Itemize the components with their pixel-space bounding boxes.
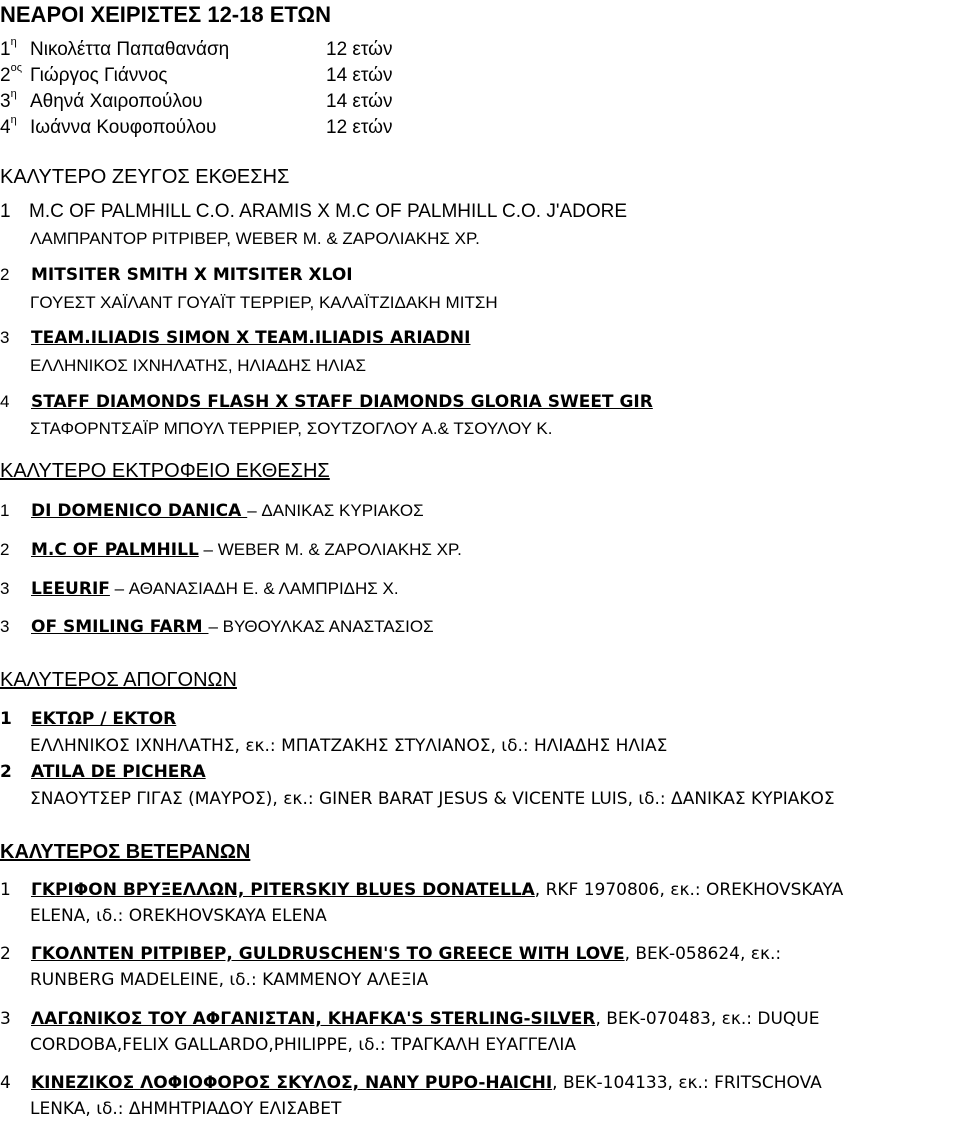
veteran-entry xyxy=(0,944,781,964)
dash: – xyxy=(208,617,223,636)
place-number: 3 xyxy=(0,1009,11,1029)
place-number: 3 xyxy=(0,328,10,347)
place-number: 1 xyxy=(0,201,11,222)
place-number: 3 xyxy=(0,617,10,636)
progeny-entry xyxy=(0,709,176,729)
handler-name: Ιωάννα Κουφοπούλου xyxy=(30,117,217,138)
kennel-name: DI DOMENICO DANICA xyxy=(31,501,248,521)
dog-details-continued: ELENA, ιδ.: OREKHOVSKAYA ELENA xyxy=(30,906,327,926)
pair-dogs: STAFF DIAMONDS FLASH X STAFF DIAMONDS GLORIA SWEET GIR xyxy=(31,392,653,412)
pair-info: ΕΛΛΗΝΙΚΟΣ ΙΧΝΗΛΑΤΗΣ, ΗΛΙΑΔΗΣ ΗΛΙΑΣ xyxy=(30,356,367,375)
progeny-entry xyxy=(0,762,206,782)
dog-name: ΛΑΓΩΝΙΚΟΣ ΤΟΥ ΑΦΓΑΝΙΣΤΑΝ, KHAFKA'S STERLING-SILVER xyxy=(31,1009,596,1029)
kennel-name: LEEURIF xyxy=(31,579,110,599)
place-number: 4 xyxy=(0,392,10,411)
kennel-entry xyxy=(0,579,399,599)
junior-handler-row xyxy=(0,88,420,113)
place-number: 2 xyxy=(0,265,10,284)
pair-info: ΛΑΜΠΡΑΝΤΟΡ ΡΙΤΡΙΒΕΡ, WEBER M. & ΖΑΡΟΛΙΑΚΗΣ ΧΡ. xyxy=(30,229,480,248)
dog-details: , ΒΕΚ-070483, εκ.: DUQUE xyxy=(595,1009,820,1029)
pair-info: ΣΤΑΦΟΡΝΤΣΑΪΡ ΜΠΟΥΛ ΤΕΡΡΙΕΡ, ΣΟΥΤΖΟΓΛΟΥ Α.& ΤΣΟΥΛΟΥ Κ. xyxy=(30,419,553,438)
kennel-owner: ΒΥΘΟΥΛΚΑΣ ΑΝΑΣΤΑΣΙΟΣ xyxy=(222,617,434,636)
junior-handler-row xyxy=(0,36,420,61)
place-number: 2 xyxy=(0,944,11,964)
handler-name: Γιώργος Γιάννος xyxy=(30,65,168,86)
progeny-info: ΕΛΛΗΝΙΚΟΣ ΙΧΝΗΛΑΤΗΣ, εκ.: ΜΠΑΤΖΑΚΗΣ ΣΤΥΛΙΑΝΟΣ, ιδ.: ΗΛΙΑΔΗΣ ΗΛΙΑΣ xyxy=(30,736,668,756)
pair-entry xyxy=(0,265,353,285)
veteran-entry xyxy=(0,880,843,900)
handler-name: Νικολέττα Παπαθανάση xyxy=(30,39,230,60)
handler-age: 14 ετών xyxy=(326,91,393,112)
place-number: 3 xyxy=(0,91,11,112)
place-number: 4 xyxy=(0,1073,11,1093)
place-suffix: η xyxy=(10,36,17,48)
best-kennel-heading: ΚΑΛΥΤΕΡΟ ΕΚΤΡΟΦΕΙΟ ΕΚΘΕΣΗΣ xyxy=(0,460,330,482)
place-suffix: ος xyxy=(10,62,22,74)
dog-name: ΓΚΡΙΦΟΝ ΒΡΥΞΕΛΛΩΝ, PITERSKIY BLUES DONATELLA xyxy=(31,880,535,900)
dog-name: ΕΚΤΩΡ / EKTOR xyxy=(31,709,177,729)
handler-age: 12 ετών xyxy=(326,39,393,60)
dog-details-continued: LENKA, ιδ.: ΔΗΜΗΤΡΙΑΔΟΥ ΕΛΙΣΑΒΕΤ xyxy=(30,1099,342,1119)
kennel-entry xyxy=(0,501,424,521)
place-number: 2 xyxy=(0,762,12,782)
pair-dogs: M.C OF PALMHILL C.O. ARAMIS X M.C OF PALMHILL C.O. J'ADORE xyxy=(29,201,628,222)
handler-name: Αθηνά Χαιροπούλου xyxy=(30,91,203,112)
kennel-entry xyxy=(0,540,462,560)
progeny-info: ΣΝΑΟΥΤΣΕΡ ΓΙΓΑΣ (ΜΑΥΡΟΣ), εκ.: GINER BARAT JESUS & VICENTE LUIS, ιδ.: ΔΑΝΙΚΑΣ ΚΥΡΙΑΚΟΣ xyxy=(30,789,835,809)
dog-name: ΓΚΟΛΝΤΕΝ ΡΙΤΡΙΒΕΡ, GULDRUSCHEN'S TO GREECE WITH LOVE xyxy=(31,944,625,964)
best-pair-heading: ΚΑΛΥΤΕΡΟ ΖΕΥΓΟΣ ΕΚΘΕΣΗΣ xyxy=(0,166,290,188)
pair-dogs: TEAM.ILIADIS SIMON X TEAM.ILIADIS ARIADNI xyxy=(31,328,471,348)
kennel-name: OF SMILING FARM xyxy=(31,617,209,637)
place-number: 1 xyxy=(0,880,11,900)
dog-name: ΚΙΝΕΖΙΚΟΣ ΛΟΦΙΟΦΟΡΟΣ ΣΚΥΛΟΣ, NANY PUPO-HAICHI xyxy=(31,1073,553,1093)
dash: – xyxy=(247,501,262,520)
kennel-entry xyxy=(0,617,434,637)
best-veteran-heading: ΚΑΛΥΤΕΡΟΣ ΒΕΤΕΡΑΝΩΝ xyxy=(0,841,251,863)
kennel-name: M.C OF PALMHILL xyxy=(31,540,199,560)
dash: – xyxy=(109,579,129,598)
dash: – xyxy=(198,540,218,559)
kennel-owner: ΑΘΑΝΑΣΙΑΔΗ Ε. & ΛΑΜΠΡΙΔΗΣ Χ. xyxy=(128,579,399,598)
junior-handler-row xyxy=(0,114,420,139)
place-number: 2 xyxy=(0,65,11,86)
place-number: 1 xyxy=(0,39,11,60)
place-suffix: η xyxy=(10,114,17,126)
veteran-entry xyxy=(0,1009,819,1029)
dog-details-continued: CORDOBA,FELIX GALLARDO,PHILIPPE, ιδ.: ΤΡΑΓΚΑΛΗ ΕΥΑΓΓΕΛΙΑ xyxy=(30,1035,577,1055)
junior-handler-row xyxy=(0,62,420,87)
place-number: 2 xyxy=(0,540,10,559)
pair-entry xyxy=(0,201,627,223)
veteran-entry xyxy=(0,1073,822,1093)
dog-details: , RKF 1970806, εκ.: OREKHOVSKAYA xyxy=(534,880,844,900)
place-suffix: η xyxy=(10,88,17,100)
dog-details: , ΒΕΚ-104133, εκ.: FRITSCHOVA xyxy=(552,1073,822,1093)
place-number: 4 xyxy=(0,117,11,138)
junior-handlers-heading: ΝΕΑΡΟΙ ΧΕΙΡΙΣΤΕΣ 12-18 ΕΤΩΝ xyxy=(0,2,331,27)
place-number: 1 xyxy=(0,501,10,520)
place-number: 3 xyxy=(0,579,10,598)
best-progeny-heading: ΚΑΛΥΤΕΡΟΣ ΑΠΟΓΟΝΩΝ xyxy=(0,669,237,691)
pair-entry xyxy=(0,392,653,412)
place-number: 1 xyxy=(0,709,12,729)
handler-age: 12 ετών xyxy=(326,117,393,138)
handler-age: 14 ετών xyxy=(326,65,393,86)
dog-details: , ΒΕΚ-058624, εκ.: xyxy=(624,944,782,964)
kennel-owner: ΔΑΝΙΚΑΣ ΚΥΡΙΑΚΟΣ xyxy=(261,501,424,520)
kennel-owner: WEBER M. & ΖΑΡΟΛΙΑΚΗΣ ΧΡ. xyxy=(217,540,462,559)
pair-entry xyxy=(0,328,470,348)
pair-info: ΓΟΥΕΣΤ ΧΑΪΛΑΝΤ ΓΟΥΑΪΤ ΤΕΡΡΙΕΡ, ΚΑΛΑΪΤΖΙΔΑΚΗ ΜΙΤΣΗ xyxy=(30,293,498,312)
dog-name: ATILA DE PICHERA xyxy=(31,762,206,782)
pair-dogs: MITSITER SMITH X MITSITER XLOI xyxy=(31,265,353,285)
dog-details-continued: RUNBERG MADELEINE, ιδ.: ΚΑΜΜΕΝΟΥ ΑΛΕΞΙΑ xyxy=(30,970,429,990)
